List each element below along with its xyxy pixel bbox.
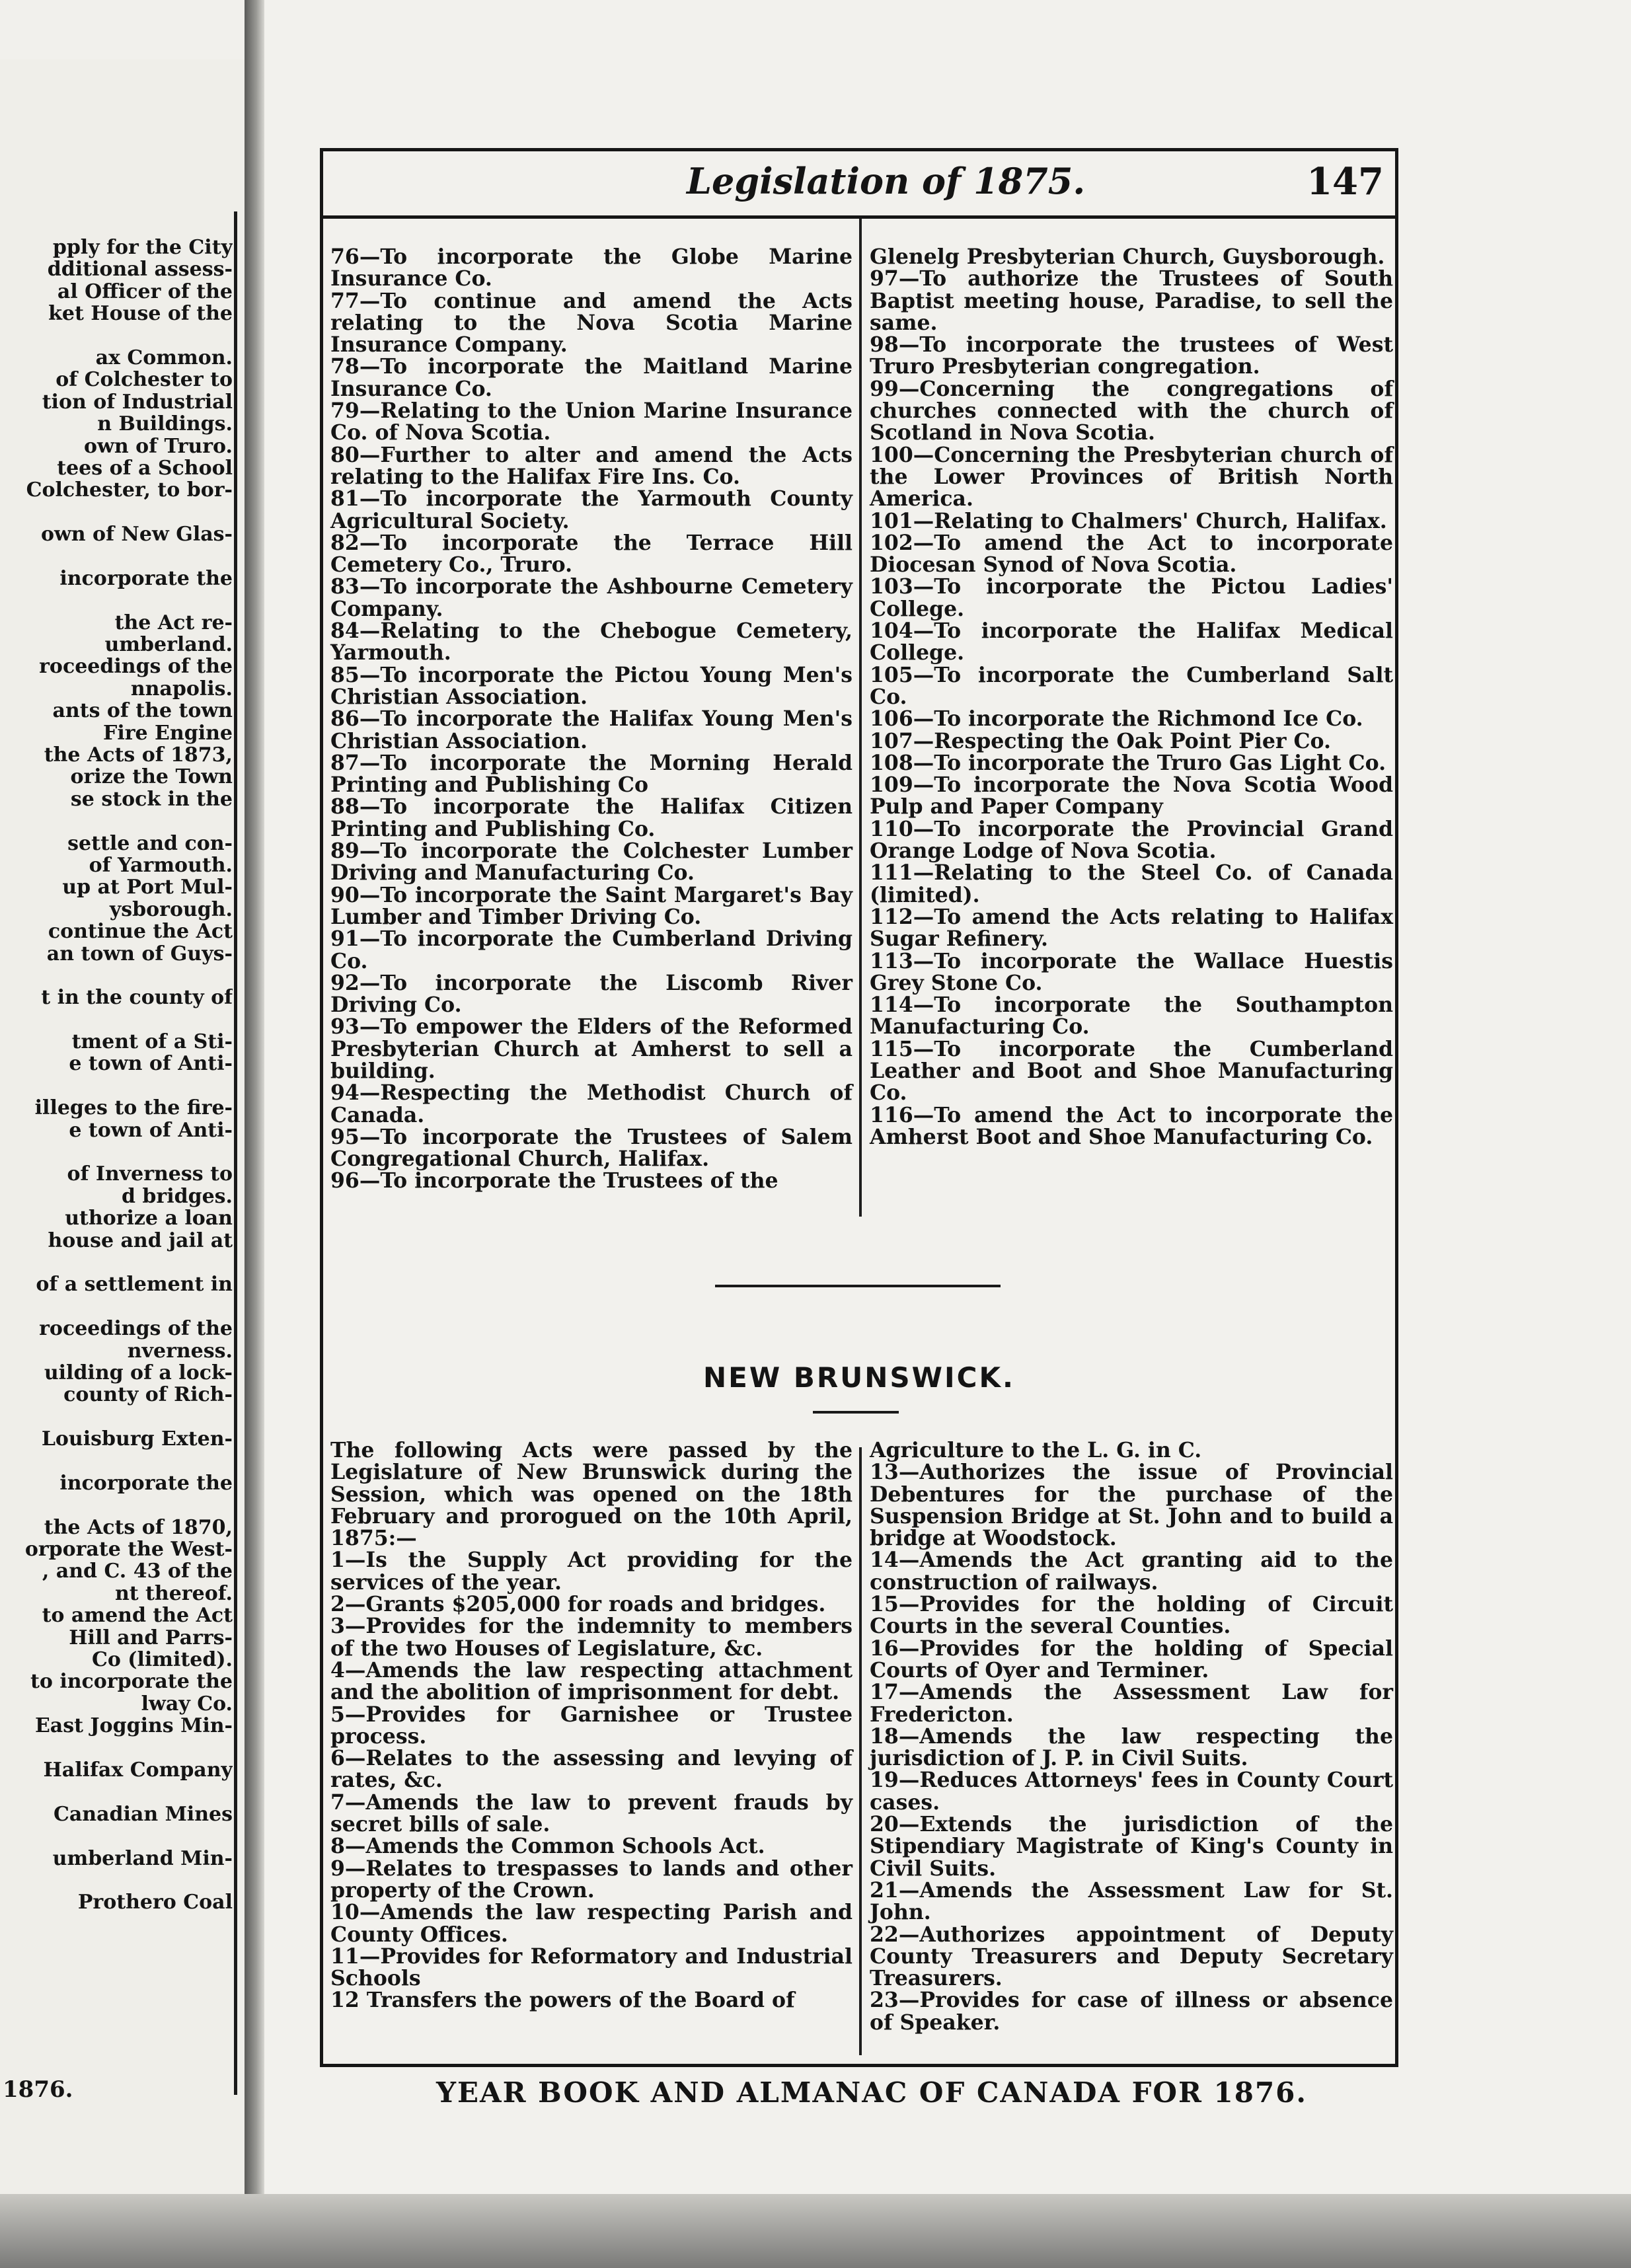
left-page-footer: 1876.	[3, 2076, 73, 2103]
left-page-line: of Inverness to	[67, 1163, 233, 1186]
left-page-line	[0, 325, 233, 347]
left-page-line: Fire Engine	[103, 722, 233, 744]
left-page-line: se stock in the	[70, 788, 233, 811]
act-entry: 110—To incorporate the Provincial Grand Orange Lodge of Nova Scotia.	[870, 816, 1393, 864]
act-entry: 1—Is the Supply Act providing for the services of the year.	[330, 1548, 853, 1595]
left-page-line: own of New Glas-	[40, 523, 233, 546]
act-entry: 16—Provides for the holding of Special Courts of Oyer and Terminer.	[870, 1636, 1393, 1682]
act-entry: 93—To empower the Elders of the Reformed Presbyterian Church at Amherst to sell a building.	[330, 1014, 853, 1083]
act-entry: 5—Provides for Garnishee or Trustee process.	[330, 1702, 853, 1749]
left-page-line	[0, 502, 233, 523]
nova-scotia-acts-column-1	[330, 246, 853, 1192]
left-page-line: nt thereof.	[114, 1582, 233, 1605]
left-page-line: umberland.	[104, 634, 233, 656]
left-page-line: up at Port Mul-	[62, 876, 233, 899]
section-heading-new-brunswick: NEW BRUNSWICK.	[703, 1361, 1015, 1394]
act-entry: 2—Grants $205,000 for roads and bridges.	[330, 1592, 826, 1617]
act-entry: 103—To incorporate the Pictou Ladies' College.	[870, 574, 1393, 621]
act-entry: The following Acts were passed by the Legislature of New Brunswick during the Session, which was opened on the 18th February and prorogued on the 10th April, 1875:—	[330, 1438, 853, 1551]
left-page-line	[0, 1406, 233, 1428]
left-page-line: uilding of a lock-	[44, 1361, 233, 1384]
left-page-line: Co (limited).	[91, 1649, 233, 1671]
act-entry: 78—To incorporate the Maitland Marine Insurance Co.	[330, 354, 853, 401]
act-entry: 85—To incorporate the Pictou Young Men's Christian Association.	[330, 662, 853, 709]
left-page-line: e town of Anti-	[69, 1053, 233, 1075]
left-page-line: roceedings of the	[39, 656, 233, 678]
act-entry: 80—Further to alter and amend the Acts relating to the Halifax Fire Ins. Co.	[330, 442, 853, 489]
left-page-line: n Buildings.	[97, 413, 233, 435]
left-page-line: tment of a Sti-	[71, 1031, 233, 1053]
left-page-line: ysborough.	[109, 898, 233, 921]
act-entry: 89—To incorporate the Colchester Lumber Driving and Manufacturing Co.	[330, 839, 853, 886]
scan-bottom-edge	[0, 2194, 1631, 2268]
act-entry: 87—To incorporate the Morning Herald Printing and Publishing Co	[330, 750, 853, 798]
act-entry: 116—To amend the Act to incorporate the Amherst Boot and Shoe Manufacturing Co.	[870, 1102, 1393, 1149]
left-page-text	[0, 237, 233, 1914]
act-entry: 104—To incorporate the Halifax Medical College.	[870, 619, 1393, 665]
left-page-border	[234, 211, 237, 2095]
left-page-line	[0, 1075, 233, 1097]
act-entry: 114—To incorporate the Southampton Manufacturing Co.	[870, 993, 1393, 1040]
left-page-line: illeges to the fire-	[34, 1097, 233, 1119]
left-page-line	[0, 1009, 233, 1031]
left-page-line: ants of the town	[52, 700, 233, 722]
left-page-line: an town of Guys-	[46, 942, 233, 965]
column-divider-top	[859, 219, 862, 1217]
left-page-line	[0, 1494, 233, 1516]
left-page-line: house and jail at	[48, 1229, 233, 1252]
act-entry: 22—Authorizes appointment of Deputy County Treasurers and Deputy Secretary Treasurers.	[870, 1922, 1393, 1991]
act-entry: 15—Provides for the holding of Circuit Courts in the several Counties.	[870, 1592, 1393, 1639]
left-page-line: continue the Act	[48, 921, 233, 943]
act-entry: 3—Provides for the indemnity to members of the two Houses of Legislature, &c.	[330, 1614, 853, 1661]
act-entry: 11—Provides for Reformatory and Industrial Schools	[330, 1944, 853, 1991]
left-page-line: tees of a School	[57, 457, 233, 480]
left-page-line: d bridges.	[122, 1185, 233, 1208]
act-entry: 81—To incorporate the Yarmouth County Agricultural Society.	[330, 486, 853, 533]
left-page-line: of Colchester to	[56, 369, 233, 391]
act-entry: 83—To incorporate the Ashbourne Cemetery Company.	[330, 574, 853, 621]
act-entry: 91—To incorporate the Cumberland Driving Co.	[330, 926, 853, 973]
heading-underline	[813, 1411, 899, 1414]
left-page-line	[0, 1252, 233, 1273]
page-number: 147	[1307, 160, 1384, 204]
act-entry: 107—Respecting the Oak Point Pier Co.	[870, 728, 1331, 753]
left-page-line: pply for the City	[52, 237, 233, 259]
left-page-line: the Acts of 1870,	[44, 1516, 233, 1539]
left-page-fragment	[0, 59, 245, 2194]
act-entry: 115—To incorporate the Cumberland Leather and Boot and Shoe Manufacturing Co.	[870, 1036, 1393, 1106]
left-page-line: roceedings of the	[39, 1318, 233, 1340]
left-page-line: settle and con-	[67, 832, 233, 854]
page-footer: YEAR BOOK AND ALMANAC OF CANADA FOR 1876.	[436, 2076, 1308, 2109]
left-page-line: lway Co.	[141, 1692, 233, 1716]
left-page-line: East Joggins Min-	[34, 1715, 233, 1737]
left-page-line: dditional assess-	[47, 258, 233, 281]
left-page-line: county of Rich-	[63, 1384, 233, 1406]
left-page-line	[0, 1141, 233, 1163]
act-entry: 109—To incorporate the Nova Scotia Wood Pulp and Paper Company	[870, 773, 1393, 819]
left-page-line	[0, 965, 233, 987]
book-gutter	[245, 0, 264, 2268]
act-entry: 90—To incorporate the Saint Margaret's Bay Lumber and Timber Driving Co.	[330, 882, 853, 929]
act-entry: 86—To incorporate the Halifax Young Men's Christian Association.	[330, 706, 853, 753]
column-divider-bottom	[859, 1447, 862, 2055]
left-page-line: t in the county of	[41, 987, 233, 1009]
left-page-line	[0, 1781, 233, 1803]
act-entry: 23—Provides for case of illness or absence of Speaker.	[870, 1988, 1393, 2035]
act-entry: 13—Authorizes the issue of Provincial Debentures for the purchase of the Suspension Bridge at St. John and to build a bridge at Woodstock.	[870, 1460, 1393, 1551]
left-page-line	[0, 589, 233, 611]
act-entry: 21—Amends the Assessment Law for St. John.	[870, 1877, 1393, 1925]
act-entry: 76—To incorporate the Globe Marine Insurance Co.	[330, 245, 853, 291]
left-page-line: Louisburg Exten-	[41, 1428, 233, 1451]
left-page-line	[0, 1825, 233, 1847]
act-entry: 92—To incorporate the Liscomb River Driving Co.	[330, 970, 853, 1018]
left-page-line	[0, 1296, 233, 1318]
left-page-line: , and C. 43 of the	[42, 1560, 233, 1583]
left-page-line: incorporate the	[59, 1472, 233, 1495]
left-page-line: orize the Town	[70, 766, 233, 788]
act-entry: 101—Relating to Chalmers' Church, Halifax.	[870, 508, 1387, 533]
act-entry: 4—Amends the law respecting attachment and the abolition of imprisonment for debt.	[330, 1657, 853, 1705]
act-entry: 19—Reduces Attorneys' fees in County Court cases.	[870, 1768, 1393, 1815]
new-brunswick-acts-column-1	[330, 1439, 853, 2012]
left-page-line: the Acts of 1873,	[44, 743, 233, 767]
left-page-line: umberland Min-	[52, 1847, 233, 1870]
running-title: Legislation of 1875.	[687, 160, 1086, 202]
act-entry: 97—To authorize the Trustees of South Baptist meeting house, Paradise, to sell the same.	[870, 266, 1393, 335]
act-entry: 8—Amends the Common Schools Act.	[330, 1834, 765, 1859]
page-header	[320, 153, 1398, 213]
left-page-line: nverness.	[127, 1340, 233, 1362]
act-entry: 88—To incorporate the Halifax Citizen Printing and Publishing Co.	[330, 794, 853, 841]
act-entry: 79—Relating to the Union Marine Insurance Co. of Nova Scotia.	[330, 398, 853, 445]
act-entry: 113—To incorporate the Wallace Huestis Grey Stone Co.	[870, 948, 1393, 995]
act-entry: 10—Amends the law respecting Parish and County Offices.	[330, 1900, 853, 1947]
act-entry: 99—Concerning the congregations of churches connected with the church of Scotland in Nova Scotia.	[870, 376, 1393, 445]
left-page-line: e town of Anti-	[69, 1119, 233, 1142]
act-entry: 6—Relates to the assessing and levying of rates, &c.	[330, 1746, 853, 1793]
act-entry: 98—To incorporate the trustees of West Truro Presbyterian congregation.	[870, 332, 1393, 379]
section-separator	[715, 1285, 1001, 1287]
act-entry: 82—To incorporate the Terrace Hill Cemetery Co., Truro.	[330, 530, 853, 578]
act-entry: 18—Amends the law respecting the jurisdiction of J. P. in Civil Suits.	[870, 1723, 1393, 1771]
act-entry: Agriculture to the L. G. in C.	[870, 1438, 1202, 1462]
act-entry: 112—To amend the Acts relating to Halifax Sugar Refinery.	[870, 904, 1393, 952]
left-page-line: of Yarmouth.	[89, 854, 233, 877]
left-page-line: orporate the West-	[24, 1538, 233, 1561]
act-entry: 102—To amend the Act to incorporate Diocesan Synod of Nova Scotia.	[870, 530, 1393, 578]
act-entry: 17—Amends the Assessment Law for Fredericton.	[870, 1680, 1393, 1727]
left-page-line	[0, 545, 233, 567]
left-page-line: nnapolis.	[130, 677, 233, 700]
left-page-line	[0, 810, 233, 832]
left-page-line: the Act re-	[114, 611, 233, 634]
act-entry: 12 Transfers the powers of the Board of	[330, 1988, 795, 2013]
act-entry: 7—Amends the law to prevent frauds by secret bills of sale.	[330, 1790, 853, 1837]
new-brunswick-acts-column-2	[870, 1439, 1393, 2033]
act-entry: Glenelg Presbyterian Church, Guysborough.	[870, 245, 1385, 269]
act-entry: 96—To incorporate the Trustees of the	[330, 1168, 778, 1193]
left-page-line: ax Common.	[95, 346, 233, 369]
left-page-line	[0, 1450, 233, 1472]
act-entry: 14—Amends the Act granting aid to the construction of railways.	[870, 1548, 1393, 1595]
left-page-line: Hill and Parrs-	[69, 1626, 233, 1649]
nova-scotia-acts-column-2	[870, 246, 1393, 1148]
act-entry: 105—To incorporate the Cumberland Salt Co.	[870, 662, 1393, 709]
left-page-line: Canadian Mines	[53, 1803, 233, 1826]
act-entry: 95—To incorporate the Trustees of Salem Congregational Church, Halifax.	[330, 1124, 853, 1172]
act-entry: 84—Relating to the Chebogue Cemetery, Yarmouth.	[330, 619, 853, 665]
left-page-line: tion of Industrial	[42, 391, 233, 414]
left-page-line: uthorize a loan	[65, 1207, 233, 1230]
left-page-line	[0, 1870, 233, 1891]
left-page-line	[0, 1737, 233, 1759]
act-entry: 106—To incorporate the Richmond Ice Co.	[870, 706, 1363, 732]
act-entry: 100—Concerning the Presbyterian church of the Lower Provinces of British North America.	[870, 442, 1393, 511]
left-page-line: al Officer of the	[57, 280, 233, 303]
act-entry: 94—Respecting the Methodist Church of Canada.	[330, 1080, 853, 1127]
act-entry: 20—Extends the jurisdiction of the Stipendiary Magistrate of King's County in Civil Suits.	[870, 1812, 1393, 1881]
left-page-line: Colchester, to bor-	[26, 479, 233, 502]
act-entry: 111—Relating to the Steel Co. of Canada (limited).	[870, 860, 1393, 907]
left-page-line: Prothero Coal	[77, 1891, 233, 1914]
left-page-line: Halifax Company	[43, 1758, 233, 1782]
act-entry: 77—To continue and amend the Acts relating to the Nova Scotia Marine Insurance Company.	[330, 288, 853, 358]
act-entry: 108—To incorporate the Truro Gas Light Co.	[870, 750, 1386, 775]
left-page-line: incorporate the	[59, 567, 233, 590]
left-page-line: ket House of the	[48, 303, 233, 325]
left-page-line: to incorporate the	[30, 1671, 233, 1693]
left-page-line: own of Truro.	[84, 435, 233, 457]
left-page-line: of a settlement in	[36, 1273, 233, 1296]
act-entry: 9—Relates to trespasses to lands and other property of the Crown.	[330, 1856, 853, 1903]
left-page-line: to amend the Act	[42, 1605, 233, 1627]
